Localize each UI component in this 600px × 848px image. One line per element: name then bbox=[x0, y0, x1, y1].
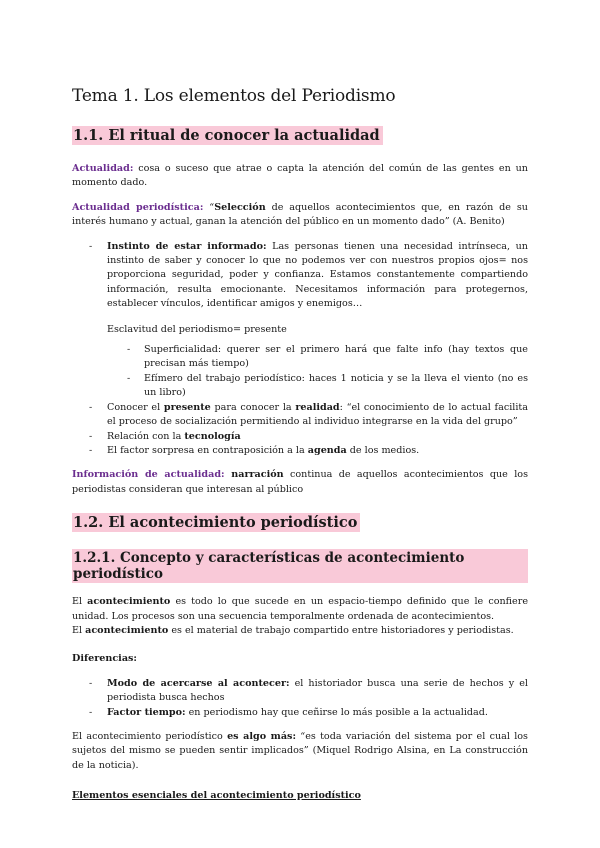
definition-actualidad-text: cosa o suceso que atrae o capta la atención del común de las gentes en un momento dado. bbox=[72, 163, 528, 189]
actualidad-bullet-list bbox=[72, 240, 528, 337]
definition-actualidad-periodistica bbox=[72, 201, 528, 230]
list-item-relacion-text: Relación con la bbox=[107, 430, 185, 442]
section-heading-1-2 bbox=[72, 513, 528, 532]
list-item-relacion bbox=[72, 430, 528, 444]
keyword-realidad: realidad bbox=[295, 401, 340, 413]
definition-actualidad-periodistica-text: de aquellos acontecimientos que, en razón de su interés humano y actual, ganan la atención del público en un momento dado” (A. Benito) bbox=[72, 201, 528, 228]
paragraph-acontecimiento-1-text-1: El bbox=[72, 596, 88, 608]
paragraph-acontecimiento-1-text-2: es todo lo que sucede en un espacio-tiempo definido que le confiere unidad. Los procesos son una secuencia temporalmente ordenada de acontecimientos. bbox=[72, 596, 528, 622]
sub-list-item: - Superficialidad: querer ser el primero hará que falte info (hay textos que precisan más tiempo) bbox=[72, 343, 528, 372]
list-item-conocer bbox=[72, 401, 528, 430]
keyword-seleccion: Selección bbox=[214, 201, 266, 213]
keyword-acontecimiento: acontecimiento bbox=[85, 624, 169, 636]
note-esclavitud: Esclavitud del periodismo= presente bbox=[107, 323, 287, 335]
document-title: Tema 1. Los elementos del Periodismo bbox=[72, 86, 396, 106]
label-diferencias: Diferencias: bbox=[72, 653, 137, 665]
list-item-instinto-text: Las personas tienen una necesidad intrínseca, un instinto de saber y conocer lo que no podemos ver con nuestros propios ojos= nos proporciona seguridad, poder y confianza. Estamos constantemente compartiendo información, resulta emocionante. Necesitamos información para protegernos, establecer vínculos, identificar amigos y enemigos… bbox=[107, 240, 528, 310]
keyword-agenda: agenda bbox=[307, 444, 347, 456]
term-actualidad: Actualidad: bbox=[72, 163, 134, 174]
list-item-instinto bbox=[72, 240, 528, 337]
section-heading-1-1-text: 1.1. El ritual de conocer la actualidad bbox=[72, 126, 383, 145]
definition-informacion-actualidad bbox=[72, 468, 528, 497]
keyword-modo: Modo de acercarse al acontecer: bbox=[107, 677, 290, 689]
paragraph-algo-mas bbox=[72, 730, 528, 773]
list-item-conocer-text-2: para conocer la bbox=[210, 401, 296, 413]
keyword-narracion: narración bbox=[224, 469, 284, 481]
list-item-sorpresa bbox=[72, 444, 528, 458]
list-item-sorpresa-text-1: El factor sorpresa en contraposición a la bbox=[107, 444, 308, 456]
list-item-factor-tiempo bbox=[72, 706, 528, 720]
keyword-tecnologia: tecnología bbox=[184, 430, 241, 442]
paragraph-acontecimiento-1 bbox=[72, 595, 528, 624]
definition-actualidad bbox=[72, 162, 528, 191]
section-heading-1-1 bbox=[72, 126, 528, 145]
quote-open: “ bbox=[203, 201, 215, 213]
list-item-sorpresa-text-2: de los medios. bbox=[346, 444, 420, 456]
keyword-acontecimiento: acontecimiento bbox=[87, 596, 171, 608]
term-actualidad-periodistica: Actualidad periodística: bbox=[72, 201, 204, 213]
list-item-conocer-text-3: : “el conocimiento de lo actual facilita el proceso de socialización permitiendo al individuo integrarse en la vida del grupo” bbox=[107, 401, 528, 428]
keyword-presente: presente bbox=[163, 401, 211, 413]
list-item-conocer-text-1: Conocer el bbox=[107, 401, 164, 413]
diferencias-list bbox=[72, 677, 528, 720]
subsection-heading-1-2-1 bbox=[72, 549, 528, 583]
keyword-algo-mas: es algo más: bbox=[227, 730, 296, 742]
paragraph-acontecimiento-2-text-1: El bbox=[72, 624, 86, 636]
sub-list-item: - Efímero del trabajo periodístico: haces 1 noticia y se la lleva el viento (no es un libro) bbox=[72, 372, 528, 401]
section-heading-1-2-text: 1.2. El acontecimiento periodístico bbox=[72, 513, 360, 532]
list-item-modo bbox=[72, 677, 528, 706]
keyword-instinto: Instinto de estar informado: bbox=[107, 240, 267, 252]
esclavitud-sub-list bbox=[72, 343, 528, 401]
list-item-factor-tiempo-text: en periodismo hay que ceñirse lo más posible a la actualidad. bbox=[185, 706, 488, 718]
definition-informacion-text: continua de aquellos acontecimientos que los periodistas consideran que interesan al público bbox=[72, 469, 528, 495]
subsection-heading-1-2-1-text: 1.2.1. Concepto y características de acontecimiento periodístico bbox=[72, 549, 528, 583]
keyword-factor-tiempo: Factor tiempo: bbox=[107, 706, 186, 718]
paragraph-algo-mas-text-1: El acontecimiento periodístico bbox=[72, 730, 228, 742]
paragraph-acontecimiento-2 bbox=[72, 624, 528, 638]
paragraph-acontecimiento-2-text-2: es el material de trabajo compartido entre historiadores y periodistas. bbox=[168, 624, 514, 636]
paragraph-algo-mas-text-2: “es toda variación del sistema por el cual los sujetos del mismo se pueden sentir implicados” (Miquel Rodrigo Alsina, en La construcción de la noticia). bbox=[72, 730, 528, 771]
term-informacion-actualidad: Información de actualidad: bbox=[72, 469, 225, 481]
actualidad-bullet-list-continued bbox=[72, 401, 528, 459]
list-item-modo-text: el historiador busca una serie de hechos y el periodista busca hechos bbox=[107, 677, 528, 704]
heading-elementos-esenciales: Elementos esenciales del acontecimiento periodístico bbox=[72, 790, 361, 802]
